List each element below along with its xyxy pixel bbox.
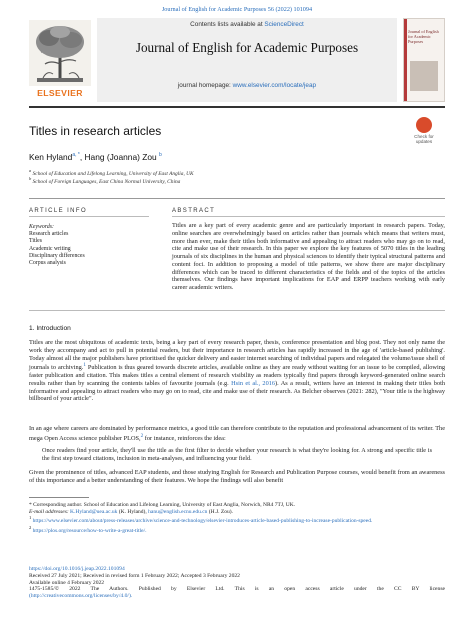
author-name[interactable]: Hang (Joanna) Zou (84, 152, 157, 162)
history-dates: Received 27 July 2021; Received in revised form 1 February 2022; Accepted 3 February 2022 (29, 572, 240, 579)
paragraph-text: Titles are the most ubiquitous of academic texts, being a key part of every research paper, thesis, conference presentation and blog post. They not only name the work they accompany and act to pull in potential readers, but their importance in research articles has rapidly increased in the age of 'article-based publishing'. Today almost all the major publishers have prioritised the quicker delivery and easier internet searching of individual papers and relegated the volume/issue shell of journals to archiving. (29, 339, 445, 372)
paragraph-text: for instance, reinforces the idea: (143, 434, 226, 442)
cover-title: Journal of English for Academic Purposes (408, 29, 439, 44)
journal-homepage-line (97, 82, 397, 89)
article-info-heading: ARTICLE INFO (29, 208, 88, 214)
contents-prefix: Contents lists available at (190, 21, 265, 28)
footnotes (29, 502, 445, 534)
body-paragraph (29, 425, 445, 443)
footnote-divider (29, 497, 89, 498)
journal-cover-thumbnail[interactable] (403, 18, 445, 102)
keyword: Research articles (29, 231, 69, 238)
paragraph-text: Publication is thus geared towards discrete articles, available online as they are ready without waiting for an issue to be compiled, allowing faster publication and citation. This makes titles a central element of research visibility as readers typically find papers through keyword-generated online search results rather than by scanning the contents tables of favourite journals (e.g. (29, 364, 445, 387)
sciencedirect-link[interactable]: ScienceDirect (264, 21, 304, 28)
masthead-rule (29, 106, 445, 108)
homepage-prefix: journal homepage: (177, 82, 233, 89)
email-link[interactable]: K.Hyland@uea.ac.uk (70, 508, 118, 515)
article-meta (29, 566, 445, 600)
keyword: Disciplinary differences (29, 252, 85, 259)
journal-homepage-link[interactable]: www.elsevier.com/locate/jeap (232, 82, 317, 89)
abstract-text: Titles are a key part of every academic genre and are particularly important in research papers. Today, online searches are overwhelmingly based on articles rather than journals which means that writers must, more than ever, make their titles both informative and appealing to attract readers who may go on to read, cite and make use of their research. In this paper we explore the key features of 5070 titles in the leading journals of six disciplines in the human and physical sciences to identify their typical structural patterns and content foci. In addition to proposing a model of title patterns, we show there are major disciplinary differences which can be traced to different characteristics of the fields and of the topics of the articles themselves. Our findings have important implications for EAP and ERPP teachers working with early career academic writers. (172, 222, 445, 291)
affiliation: $^b$ School of Foreign Languages, East China Normal University, China (29, 176, 181, 185)
journal-masthead (29, 18, 445, 102)
elsevier-wordmark: ELSEVIER (37, 88, 83, 98)
author-list: Ken Hyland$^{a, *}$, Hang (Joanna) Zou $^b$ (29, 152, 162, 162)
footnote-ref[interactable]: 1 (83, 362, 86, 369)
available-online: Available online 4 February 2022 (29, 579, 105, 586)
license-line: 1475-1585/© 2022 The Authors. Published by Elsevier Ltd. This is an open access article under the CC BY license (29, 586, 445, 593)
body-paragraph (29, 339, 445, 403)
license-link[interactable]: (http://creativecommons.org/licenses/by/4.0/). (29, 593, 133, 600)
abstract-heading: ABSTRACT (172, 208, 216, 214)
divider (29, 310, 445, 311)
author-affiliation-mark[interactable]: b (158, 152, 162, 159)
running-head[interactable]: Journal of English for Academic Purposes 56 (2022) 101094 (161, 6, 313, 13)
contents-line (97, 21, 397, 28)
check-updates-label: Check for updates (414, 134, 434, 144)
keyword: Corpus analysis (29, 260, 66, 267)
footnote: $^2$ https://plos.org/resource/how-to-write-a-great-title/. (29, 524, 147, 534)
citation-link[interactable]: Hsin et al., 2016 (231, 379, 276, 387)
email-link[interactable]: hanu@english.ecnu.edu.cn (148, 508, 208, 515)
doi-link[interactable]: https://doi.org/10.1016/j.jeap.2022.101094 (29, 566, 125, 572)
journal-title: Journal of English for Academic Purposes (135, 40, 359, 55)
divider (172, 216, 445, 217)
elsevier-logo[interactable] (29, 20, 91, 98)
check-for-updates-button[interactable] (404, 117, 444, 145)
tree-emblem-icon (29, 20, 91, 86)
keywords-label: Keywords: (29, 224, 54, 230)
footnote-url-link[interactable]: https://www.elsevier.com/about/press-releases/archive/science-and-technology/elsevier-introduces-article-based-publishing-to-increase-publication-speed. (32, 518, 373, 525)
article-title: Titles in research articles (29, 124, 162, 138)
block-quote: Once readers find your article, they'll use the title as the first filter to decide whether your research is what they're looking for. A strong and specific title is the first step toward citations, inclusion in meta-analyses, and influencing your field. (42, 447, 432, 462)
affiliation: $^a$ School of Education and Lifelong Learning, University of East Anglia, UK (29, 168, 194, 177)
masthead-center (97, 18, 397, 102)
footnote: $^1$ https://www.elsevier.com/about/press-releases/archive/science-and-technology/elsevier-introduces-article-based-publishing-to-increase-publication-speed. (29, 515, 373, 525)
keywords-block (29, 224, 149, 267)
cover-spine-stripe (404, 19, 407, 102)
body-paragraph: Given the prominence of titles, advanced EAP students, and those studying English for Research and Publication Purpose courses, would benefit from an awareness of this importance and a better understanding of their features. We hope the findings will also benefit (29, 469, 445, 484)
check-updates-icon (416, 117, 432, 133)
keyword: Academic writing (29, 245, 71, 252)
author-name[interactable]: Ken Hyland (29, 152, 73, 162)
paragraph-text: In an age where careers are dominated by performance metrics, a good title can therefore contribute to the reputation and professional advancement of its writer. The mega Open Access science publisher PLOS, (29, 425, 445, 442)
divider (29, 216, 149, 217)
section-heading: 1. Introduction (29, 325, 71, 332)
footnote-ref[interactable]: 2 (140, 432, 144, 439)
keyword: Titles (29, 238, 42, 245)
footnote: E-mail addresses: K.Hyland@uea.ac.uk (K. Hyland), hanu@english.ecnu.edu.cn (H.J. Zou). (29, 508, 233, 515)
footnote-url-link[interactable]: https://plos.org/resource/how-to-write-a-great-title/. (32, 527, 147, 534)
footnote: * Corresponding author. School of Education and Lifelong Learning, University of East Anglia, Norwich, NR4 7TJ, UK. (29, 502, 296, 508)
paragraph-text: ). As a result, writers have an interest in making their titles both informative and appealing to attract readers who may go on to read, cite and make use of their research. As Belcher observes (2021: 282), "Your title is the highway billboard of your article". (29, 379, 445, 403)
author-affiliation-mark[interactable]: a, * (72, 152, 80, 159)
cover-image (410, 61, 438, 91)
divider (29, 198, 445, 199)
